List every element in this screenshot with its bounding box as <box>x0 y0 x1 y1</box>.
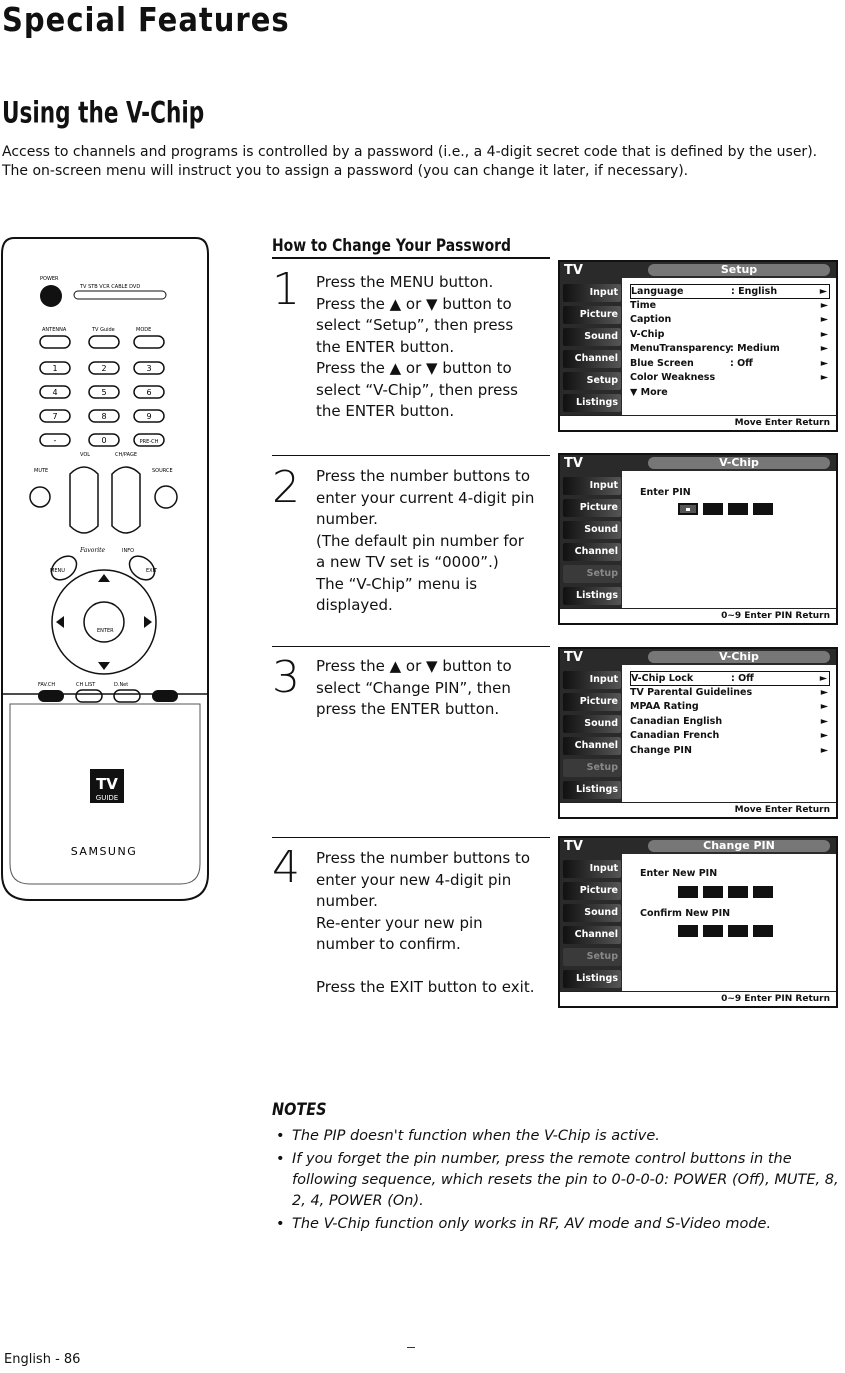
svg-text:MODE: MODE <box>136 327 152 333</box>
step-divider <box>272 455 550 456</box>
osd-vchip-menu-screen: TV Input Picture Sound Channel Setup Listings V-Chip V-Chip Lock : Off ► TV Parental Guidelines ► MPAA Rating ► Canadian English ► Canadian French ► Change PIN ► Move Enter Return <box>558 647 838 819</box>
list-item: • The PIP doesn't function when the V-Chip is active. <box>272 1126 842 1147</box>
svg-text:SOURCE: SOURCE <box>152 468 173 474</box>
step-1-number: 1 <box>272 264 300 315</box>
svg-text:6: 6 <box>146 388 152 397</box>
step-3-text: Press the ▲ or ▼ button to select “Change PIN”, then press the ENTER button. <box>316 657 512 718</box>
svg-text:EXIT: EXIT <box>146 568 158 574</box>
svg-text:TV Guide: TV Guide <box>92 327 115 333</box>
mode-labels: TV STB VCR CABLE DVD <box>80 284 141 290</box>
svg-text:PRE-CH: PRE-CH <box>139 439 159 445</box>
list-item: • If you forget the pin number, press the remote control buttons in the following sequence, which resets the pin to 0-0-0-0: POWER (Off), MUTE, 8, 2, 4, POWER (On). <box>272 1149 842 1212</box>
step-divider <box>272 646 550 647</box>
svg-text:1: 1 <box>52 364 58 373</box>
page-title: Special Features <box>2 0 290 40</box>
svg-text:Favorite: Favorite <box>80 547 106 554</box>
svg-text:TV: TV <box>96 775 118 793</box>
section-heading: How to Change Your Password <box>272 236 512 256</box>
svg-text:VOL: VOL <box>80 452 91 458</box>
svg-text:-: - <box>53 436 57 445</box>
osd-setup-screen: TV Input Picture Sound Channel Setup Listings Setup Language : English ► Time ► Caption ► V-Chip ► MenuTransparency : Medium ► Blue Screen : Off ► Color Weakness ► ▼ More Move Enter Return <box>558 260 838 432</box>
section-title: Using the V-Chip <box>2 96 205 131</box>
step-3-number: 3 <box>272 652 300 703</box>
step-2-number: 2 <box>272 462 300 513</box>
svg-text:CH/PAGE: CH/PAGE <box>115 452 137 458</box>
page-footer: English - 86 <box>4 1352 81 1367</box>
step-1-text: Press the MENU button. Press the ▲ or ▼ button to select “Setup”, then press the ENTER button. Press the ▲ or ▼ button to select “V-Chip”, then press the ENTER button. <box>316 273 518 420</box>
osd-vchip-pin-screen: TV Input Picture Sound Channel Setup Listings V-Chip Enter PIN 0~9 Enter PIN Return <box>558 453 838 625</box>
svg-text:9: 9 <box>146 412 152 421</box>
svg-text:ANTENNA: ANTENNA <box>42 327 67 333</box>
svg-text:D.Net: D.Net <box>114 682 129 688</box>
list-item: • The V-Chip function only works in RF, AV mode and S-Video mode. <box>272 1214 842 1235</box>
svg-text:MENU: MENU <box>50 568 65 574</box>
svg-text:CH LIST: CH LIST <box>76 682 96 688</box>
step-2-text: Press the number buttons to enter your current 4-digit pin number. (The default pin number for a new TV set is “0000”.) The “V-Chip” menu is displayed. <box>316 467 535 614</box>
svg-text:0: 0 <box>101 436 107 445</box>
power-button <box>40 285 62 307</box>
page-mark <box>407 1347 415 1348</box>
osd-change-pin-screen: TV Input Picture Sound Channel Setup Listings Change PIN Enter New PIN Confirm New PIN 0~9 Enter PIN Return <box>558 836 838 1008</box>
svg-text:7: 7 <box>52 412 58 421</box>
svg-text:3: 3 <box>146 364 152 373</box>
svg-text:5: 5 <box>101 388 107 397</box>
brand-label: SAMSUNG <box>70 845 138 858</box>
svg-text:8: 8 <box>101 412 107 421</box>
step-4-text: Press the number buttons to enter your new 4-digit pin number. Re-enter your new pin number to confirm. Press the EXIT button to exit. <box>316 849 535 996</box>
step-4-number: 4 <box>272 842 300 893</box>
svg-text:INFO: INFO <box>122 548 135 554</box>
svg-text:4: 4 <box>52 388 58 397</box>
notes-title: NOTES <box>272 1100 327 1120</box>
intro-paragraph: Access to channels and programs is controlled by a password (i.e., a 4-digit secret code that is defined by the user). The on-screen menu will instruct you to assign a password (you can change it later, if necessary). <box>2 144 818 179</box>
step-divider <box>272 837 550 838</box>
svg-text:ENTER: ENTER <box>97 628 114 634</box>
remote-control-illustration <box>0 234 210 904</box>
notes-list <box>272 1126 842 1237</box>
svg-text:FAV.CH: FAV.CH <box>38 682 56 688</box>
svg-text:GUIDE: GUIDE <box>95 794 119 802</box>
heading-underline <box>272 257 550 259</box>
power-label: POWER <box>40 276 59 282</box>
svg-text:2: 2 <box>101 364 107 373</box>
svg-text:MUTE: MUTE <box>34 468 49 474</box>
